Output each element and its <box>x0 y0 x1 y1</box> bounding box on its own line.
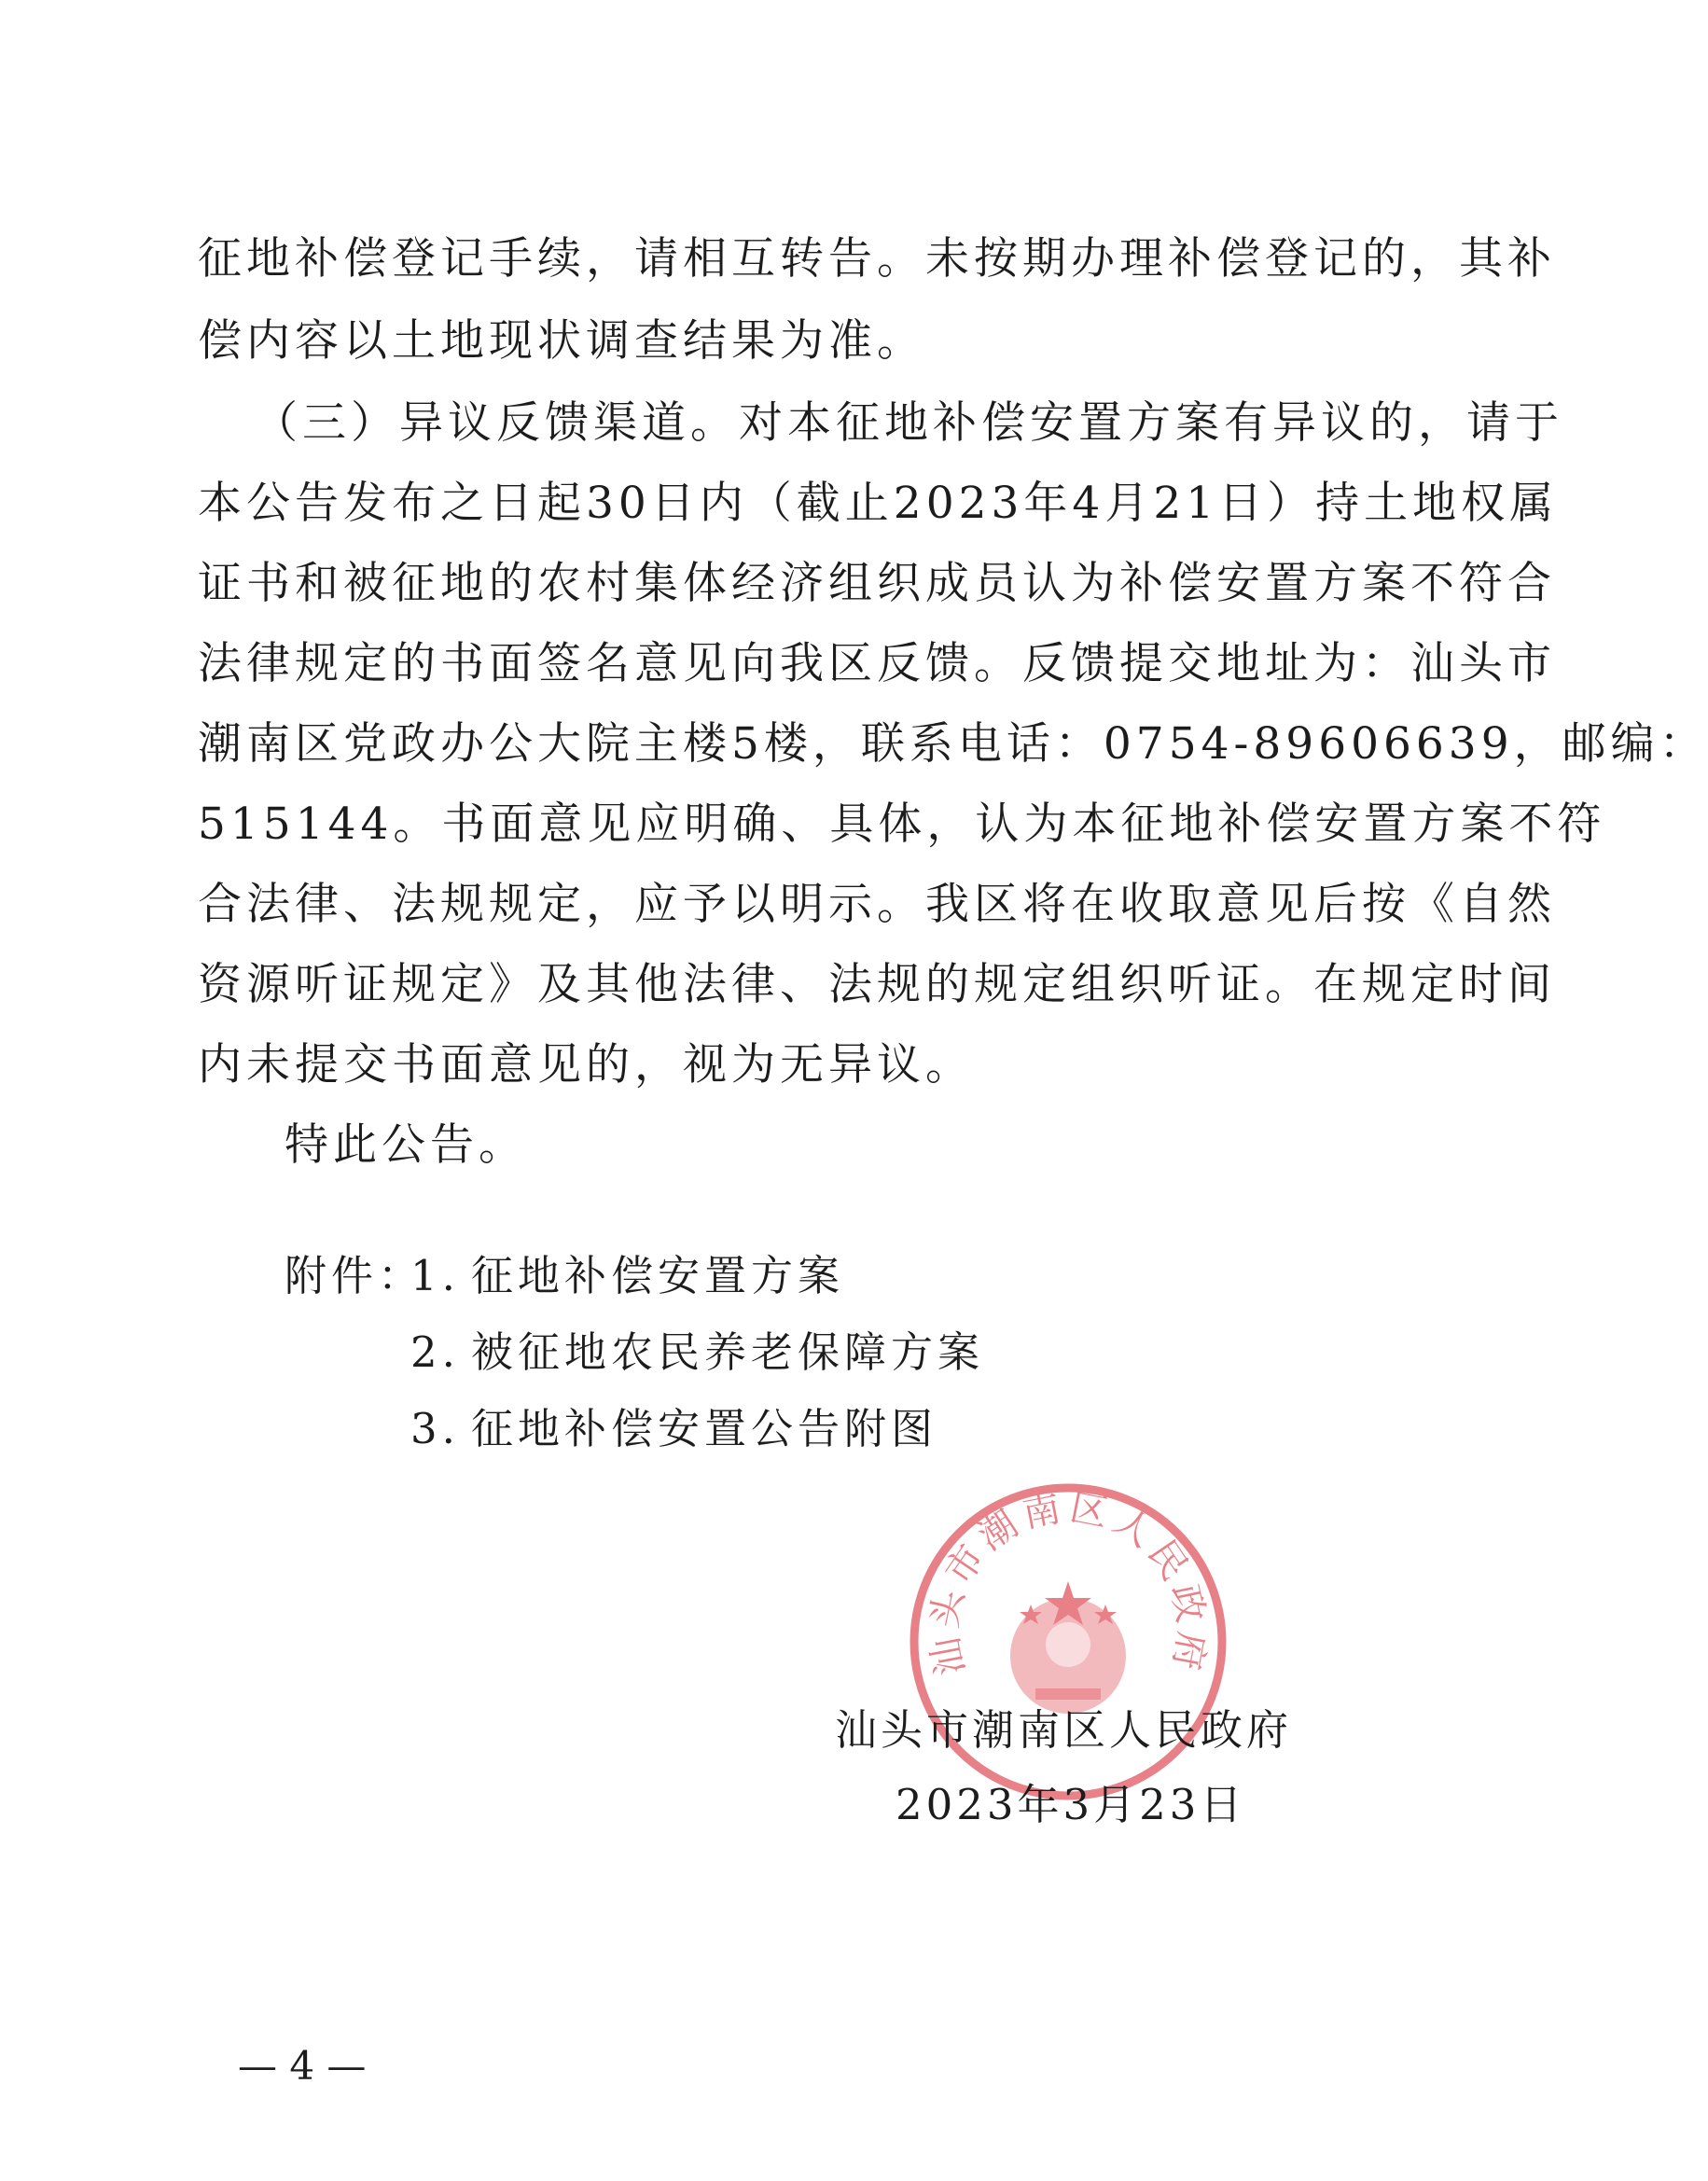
body-line: 合法律、法规规定，应予以明示。我区将在收取意见后按《自然 <box>198 879 1556 930</box>
signature-org: 汕头市潮南区人民政府 <box>835 1705 1293 1755</box>
page-number: — 4 — <box>238 2043 367 2089</box>
body-line: 征地补偿登记手续，请相互转告。未按期办理补偿登记的，其补 <box>198 233 1556 285</box>
attachments-label: 附件： <box>285 1251 425 1300</box>
seal-emblem <box>1010 1581 1126 1714</box>
body-line: 内未提交书面意见的，视为无异议。 <box>198 1039 974 1090</box>
body-line: 资源听证规定》及其他法律、法规的规定组织听证。在规定时间 <box>198 959 1556 1010</box>
signature-date: 2023年3月23日 <box>896 1780 1246 1829</box>
attachment-num: 2. <box>410 1327 460 1377</box>
body-line: 证书和被征地的农村集体经济组织成员认为补偿安置方案不符合 <box>198 558 1556 609</box>
body-line: 本公告发布之日起30日内（截止2023年4月21日）持土地权属 <box>198 478 1559 529</box>
attachment-text: 征地补偿安置公告附图 <box>471 1404 938 1453</box>
body-line: 法律规定的书面签名意见向我区反馈。反馈提交地址为：汕头市 <box>198 638 1556 689</box>
attachment-num: 1. <box>410 1251 460 1300</box>
body-line: 偿内容以土地现状调查结果为准。 <box>198 315 925 367</box>
body-line: 潮南区党政办公大院主楼5楼，联系电话：0754-89606639，邮编： <box>198 718 1708 770</box>
attachment-num: 3. <box>410 1404 460 1453</box>
body-line: 515144。书面意见应明确、具体，认为本征地补偿安置方案不符 <box>198 799 1606 850</box>
body-line: （三）异议反馈渠道。对本征地补偿安置方案有异议的，请于 <box>254 397 1563 449</box>
attachment-text: 被征地农民养老保障方案 <box>471 1327 985 1377</box>
seal-text: 汕头市潮南区人民政府 <box>923 1486 1214 1679</box>
attachment-text: 征地补偿安置方案 <box>471 1251 845 1300</box>
closing-line: 特此公告。 <box>285 1119 527 1171</box>
